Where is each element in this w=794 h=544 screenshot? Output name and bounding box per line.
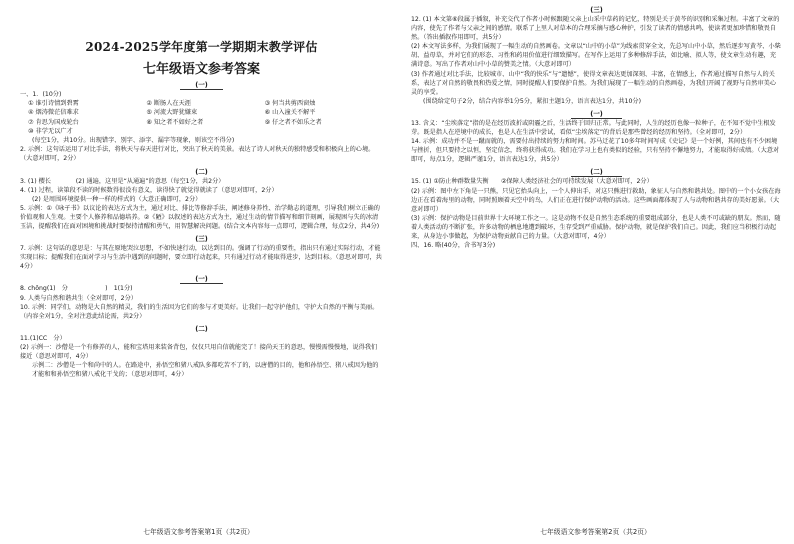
- answer-q10: 10. 示例：同学们，动物是大自然的精灵，我们的生活因为它们的参与才更美好。让我们一起守护他们，守护大自然的平衡与美丽。（内容全对1分，全对注意此结论需，共2分）: [20, 303, 379, 320]
- q1-answer: ⑤ 河流大野犹嫌束: [146, 109, 198, 117]
- document-subtitle: 七年级语文参考答案: [142, 62, 260, 77]
- q1-answer: ⑦ 肯思为国戍轮台: [28, 118, 79, 126]
- page-footer: 七年级语文参考答案第2页（共2页）: [540, 528, 651, 536]
- q1-answer: ⑩ 非学无以广才: [28, 127, 73, 135]
- answer-q12-example2: 示例二：沙僧是一个和尚中的人。在路途中，孙悟空和猪八戒队多都吃苦不了的，以唐僧的目的，他和孙悟空、猪八戒因为他的才能和和孙悟空和猪八戒化干戈的；（意思对即可，4分）: [32, 362, 379, 379]
- answer-q12-example1: (2) 示例一：沙僧是一个有修养的人，能和宝塔用来装备背包，仅仅只用自信就能完了！接尚天王的意思，慢慢需慢慢地，说得我们接近（意思对即可，4分）: [20, 343, 378, 360]
- section-heading: (一): [20, 273, 383, 283]
- document-title: 2024-2025学年度第一学期期末教学评估: [85, 40, 318, 54]
- section-heading: (三): [195, 235, 208, 244]
- answer-q15-3: (3) 示例：保护动物是目前世界十大环境工作之一。这是动物不仅是自然生态系统的重要组成部分，也是人类不可或缺的朋友。然而，随着人类活动的不断扩张，许多动物的栖息地遭到破坏，生存受到严重威胁。保护动物，就是保护我们自己。因此，我们应当积极行动起来，从身边小事做起，为保护动物贡献自己的力量。（大意对即可，4分）: [411, 214, 781, 240]
- q1-answer: ② 断肠人在天涯: [146, 100, 191, 108]
- q12-scoring-note: (围绕给定句子2分，结合内容举1分5分，紧扣主题1分，语言表达1分，共10分): [423, 97, 642, 105]
- answer-q7: 7. 示例：这句话的意思是：与其在原地哭泣思想，不如快速行动，以达到目的。强调了行动的重要性，指出只有通过实际行动，才能实现目标；提醒我们在面对学习与生活中遇到的问题时，要立即行动起来，只有通过行动才能取得进步，达到目标。（意思对即可，共4分）: [20, 245, 382, 271]
- answer-q12-right: 12. (1) 本文第⑥段属于插叙，补充交代了作者小时候跟随父亲上山采中草药的记忆，特别是关于黄芩的识别和采集过程。丰富了文章的内容，使先了作者与父亲之间的感情。联系了上里人对草本的合理采摘与感心种护，引发了读者的情感共鸣，使读者更加珍惜和敬畏自然。（答出插叙作用即可，共5分）: [411, 16, 780, 42]
- answer-q15-2: (2) 示例：图中左下角是一只熊，只见它抬头向上，一个人伸出手，对这只熊进行救助，象征人与自然和谐共处。图中的一个小女孩在海边正在看着海里的动物，同时照顾着天空中的鸟，人们正在进行保护动物的活动。这些画面都体现了人与动物和谐共存的美好愿景。（大意对即可）: [411, 187, 781, 213]
- section-heading: (三): [590, 6, 603, 14]
- q1-answer: ⑧ 知之者不如好之者: [146, 118, 204, 126]
- q1-answer: ⑥ 山入潼关不解平: [264, 109, 316, 117]
- page-footer: 七年级语文参考答案第1页（共2页）: [143, 528, 254, 536]
- question-1-heading: 一、1．(10分): [20, 91, 62, 98]
- q1-answer-grid: [20, 99, 383, 136]
- answer-page-2: [397, 0, 794, 544]
- answer-q2: 2. 示例：这句话运用了对比手法，将秋天与春天进行对比，突出了秋天的美景。表达了诗人对秋天的独特感受和积极向上的心境。（大意对即可，2分）: [20, 146, 375, 163]
- section-heading: (二): [195, 167, 208, 176]
- answer-q11: 11.(1)CC 分）: [20, 334, 66, 342]
- answer-q16: 四、16. 略(40分，含书写3分): [411, 242, 496, 250]
- answer-q4a: 4. (1) 过程，读第段不读的时候数得很没有意义，读得快了就觉得就读了（意思对即可，2分）: [20, 186, 278, 194]
- q1-answer: ⑨ 仔之者不如乐之者: [264, 118, 322, 126]
- section-heading: (二): [195, 324, 208, 333]
- answer-q8: 8. chōng(1) 分 ) 1(1分): [20, 285, 133, 293]
- answer-q12-part2: (2) 本文写法多样，为我们展现了一幅生动的自然画卷。文章以“山中的小草”为线索贯穿全文，先总写山中小草，然后逐步写黄芩、小柴胡、益母草，并对它们的形态、习性和药用价值进行细致描写。在写作上运用了多种修辞手法，如比喻、拟人等，使文章生动有趣，充满诗意。写出了作者对山中小草的赞美之情。（大意对即可）: [411, 43, 781, 69]
- answer-q4b: (2) 是周围环境提供一种一样的样式的（大意正确即可，2分）: [32, 195, 202, 203]
- q1-answer: ① 谁引诗情到碧霄: [28, 100, 79, 108]
- section-heading: (二): [411, 166, 782, 176]
- answer-q3: 3. (1) 樱长 (2) 通遍，这里是“从通遍”的意思（每空1分，共2分）: [20, 177, 225, 185]
- answer-q5: 5. 示例：①《咏孑书》以议论的表达方式为主，通过对比、排比等修辞手法，阐述修身养性、治学勤志的道理，引导我们树立正确的价值观和人生观。主要个人修养和品德培养。②《陋》以叙述的表达方式为主，通过生动的情节描写和细节刻画，展现困与失的冰清玉洁，提醒我们在面对困境和挑战时要保持清醒和勇气，用智慧解决问题。(结合文本内容每一点即可，逻辑合理，每点2分，共4分): [20, 204, 380, 231]
- section-heading: (一): [411, 108, 782, 118]
- q1-answer: ④ 烟涛微茫信难求: [28, 109, 79, 117]
- q1-scoring-note: (每空1分，共10分。出现错字、别字、添字、漏字等现象，则该空不得分): [32, 137, 235, 145]
- answer-q13: 13. 含义：“尘埃落定”指的是在经历波折或阴霾之后，生活终于回归正常。与此同时，人生的经历也像一粒种子，在不知不觉中生根发芽。既是指人在逆境中的成长，也是人在生活中尝试，看似“尘埃落定”的背后是那些曾经的经历和坚持。（全对即可，2分）: [411, 119, 776, 137]
- section-heading: (一): [20, 79, 383, 89]
- answer-q15-1: 15. (1) ①防止种群数量失衡 ②保障人类经济社会的可持续发展（大意对即可，2分）: [411, 178, 653, 186]
- answer-q9: 9. 人类与自然和谐共生（全对即可，2分）: [20, 294, 137, 302]
- answer-q12-part3: (3) 作者通过对比手法，比较城市、山中“我的快乐”与“遗憾”，使得文章表达更加深刻、丰富，在情感上，作者通过描写自然与人的关系，表达了对自然的敬畏和热爱之情，同时提醒人们要保护自然。为我们展现了一幅生动的自然画卷，为我们开阔了视野与自然审美心灵的享受。: [411, 70, 777, 96]
- answer-q14: 14. 示例：成功并不是一蹴而就的，需要付出持续的努力和时间。苏马迁花了10多年时间写成《史记》是一个好例，其间也有不少困境与挫折，但只要持之以恒，坚定信念，终将获得成功。我们在学习上也有类似的经验，只有坚持不懈地努力，才能取得好成绩。（大意对即可，每点1分，逻辑严谨1分，语言表达1分，共5分）: [411, 138, 780, 164]
- q1-answer: ③ 何当共剪西窗烛: [264, 100, 316, 108]
